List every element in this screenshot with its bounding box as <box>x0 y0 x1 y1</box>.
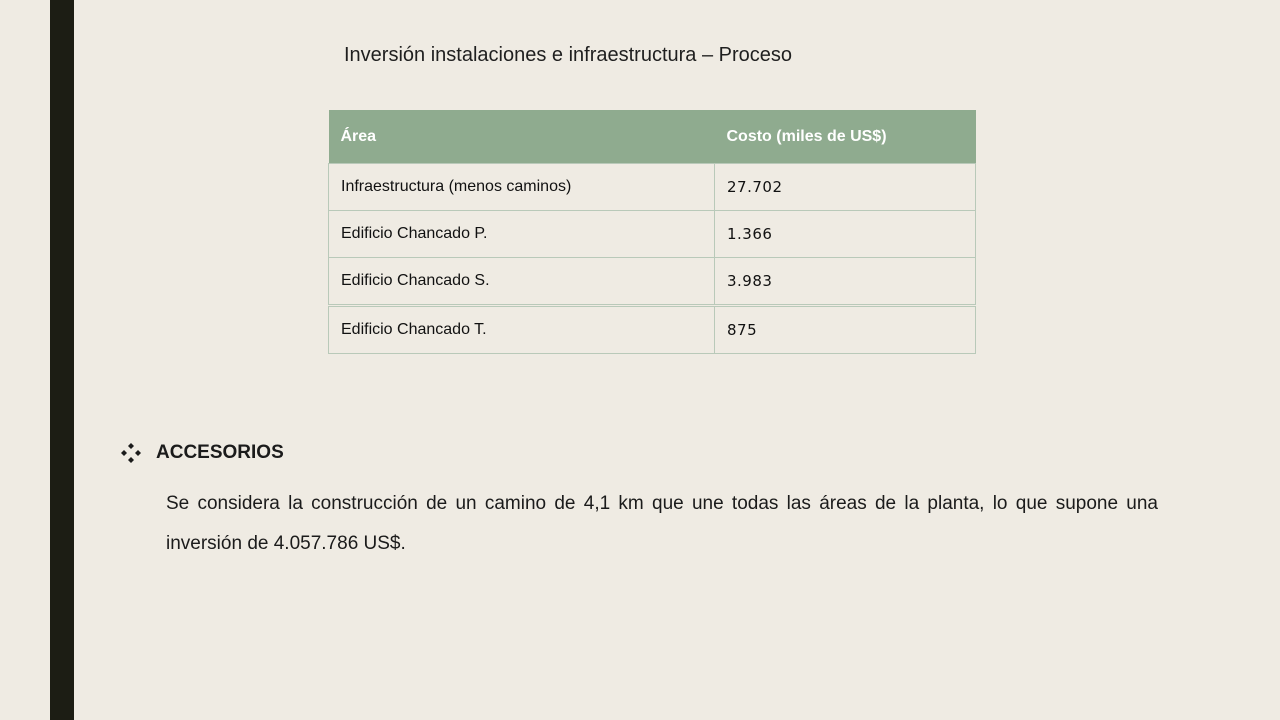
cell-area: Edificio Chancado T. <box>329 306 715 354</box>
table-row <box>329 306 976 354</box>
header-area: Área <box>329 110 715 164</box>
table-row <box>329 258 976 306</box>
body-paragraph: Se considera la construcción de un camino de 4,1 km que une todas las áreas de la planta, lo que supone una inversión de 4.057.786 US$. <box>166 493 1158 554</box>
cell-area: Edificio Chancado S. <box>329 258 715 306</box>
section-heading-text: ACCESORIOS <box>156 442 284 463</box>
cell-cost: 27.702 <box>715 164 976 211</box>
table-row <box>329 164 976 211</box>
table-row <box>329 211 976 258</box>
side-accent-bar <box>50 0 74 720</box>
cell-cost: 875 <box>715 306 976 354</box>
cell-area: Edificio Chancado P. <box>329 211 715 258</box>
diamond-bullet-icon <box>120 442 142 464</box>
table-header-row <box>329 110 976 164</box>
header-cost: Costo (miles de US$) <box>715 110 976 164</box>
cell-cost: 1.366 <box>715 211 976 258</box>
cell-cost: 3.983 <box>715 258 976 306</box>
slide-title: Inversión instalaciones e infraestructura – Proceso <box>344 44 793 66</box>
section-heading <box>120 442 284 464</box>
cell-area: Infraestructura (menos caminos) <box>329 164 715 211</box>
cost-table <box>328 110 976 354</box>
